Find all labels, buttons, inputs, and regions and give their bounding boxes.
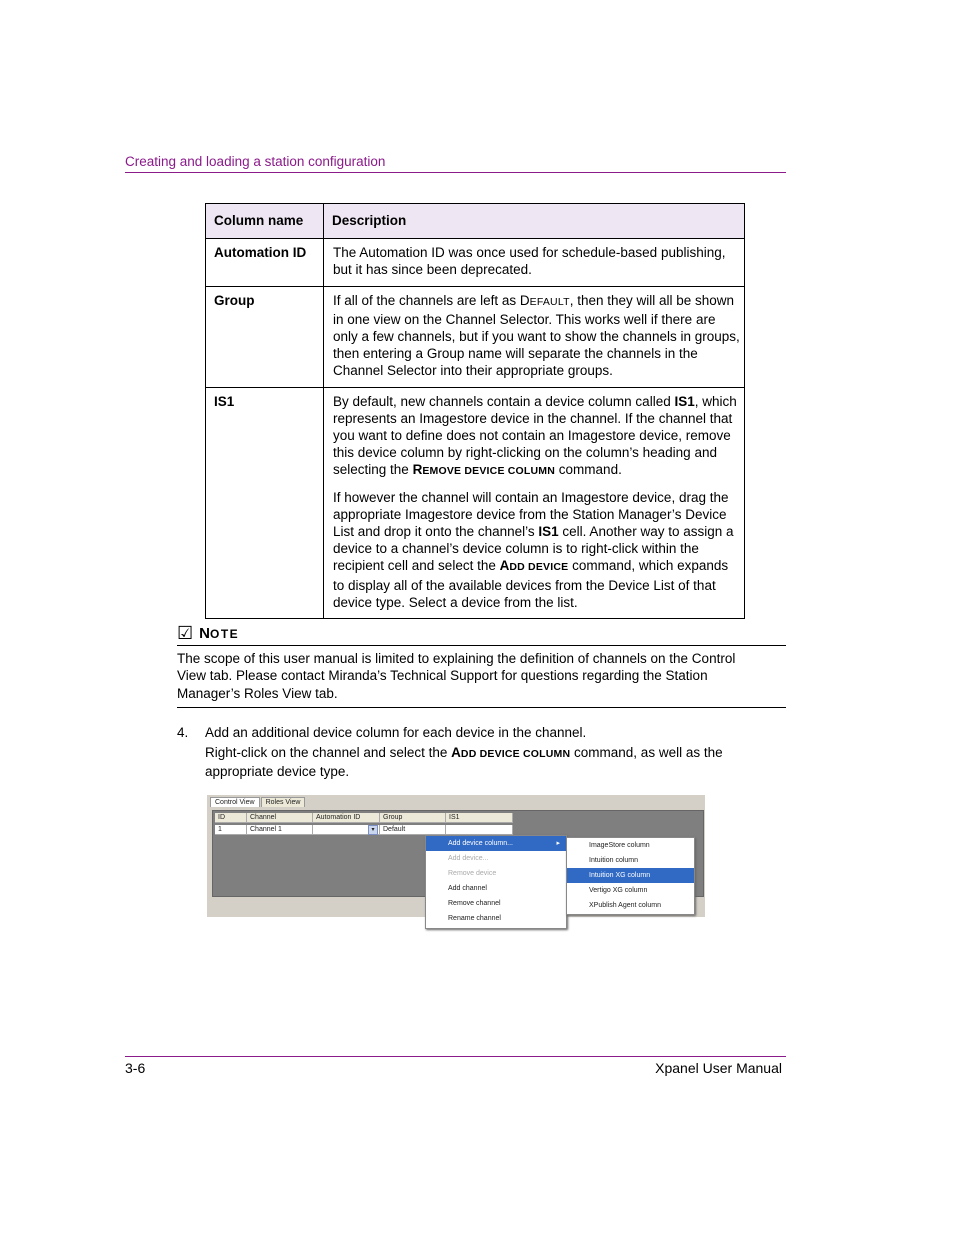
cell-automation-id[interactable] xyxy=(313,825,380,835)
col-automation-id[interactable]: Automation ID xyxy=(313,813,380,823)
row-description: The Automation ID was once used for schedule-based publishing, but it has since been deprecated. xyxy=(324,239,745,286)
cell-is1[interactable] xyxy=(446,825,513,835)
col-id[interactable]: ID xyxy=(215,813,247,823)
submenu-imagestore-column[interactable]: ImageStore column xyxy=(589,842,650,849)
submenu-arrow-icon: ▸ xyxy=(556,840,560,847)
device-submenu xyxy=(566,837,695,915)
table-row[interactable] xyxy=(215,825,513,835)
note-top-rule xyxy=(177,645,786,646)
row-description: If all of the channels are left as DEFAULT, then they will all be shown in one view on the Channel Selector. This works well if there are only a few channels, but if you want to show the channels in groups, then entering a Group name will separate the channels in the Channel Selector into their appropriate groups. xyxy=(324,286,745,387)
submenu-vertigo-xg-column[interactable]: Vertigo XG column xyxy=(589,887,648,894)
menu-add-channel[interactable]: Add channel xyxy=(448,885,487,892)
tab-roles-view[interactable]: Roles View xyxy=(261,797,306,807)
running-header: Creating and loading a station configuration xyxy=(125,154,386,169)
row-name: Automation ID xyxy=(206,239,324,286)
dropdown-arrow-icon[interactable]: ▾ xyxy=(368,825,378,835)
cell-id[interactable]: 1 xyxy=(215,825,247,835)
checkbox-icon: ☑ xyxy=(177,623,194,643)
note-bottom-rule xyxy=(177,707,786,708)
table-header-description: Description xyxy=(324,204,745,239)
manual-title: Xpanel User Manual xyxy=(655,1060,782,1076)
menu-remove-device[interactable]: Remove device xyxy=(448,870,497,877)
table-row xyxy=(206,239,745,286)
menu-add-device[interactable]: Add device... xyxy=(448,855,489,862)
row-name: Group xyxy=(206,286,324,387)
grid-header xyxy=(215,813,513,823)
col-is1[interactable]: IS1 xyxy=(446,813,513,823)
column-description-table xyxy=(205,203,745,619)
submenu-xpublish-agent-column[interactable]: XPublish Agent column xyxy=(589,902,661,909)
submenu-intuition-column[interactable]: Intuition column xyxy=(589,857,639,864)
table-row xyxy=(206,286,745,387)
step-number: 4. xyxy=(177,725,189,740)
menu-add-device-column[interactable]: Add device column... ▸ xyxy=(426,836,566,851)
header-rule xyxy=(125,172,786,173)
row-description: By default, new channels contain a device column called IS1, which represents an Imagestore device in the channel. If the channel that you want to define does not contain an Imagestore device, remove this device column by right-clicking on the column’s heading and selecting the REMOVE DEVICE COLUMN command. If however the channel will contain an Imagestore device, drag the appropriate Imagestore device from the Station Manager’s Device List and drop it onto the channel’s IS1 cell. Another way to assign a device to a channel’s device column is to right-click within the recipient cell and select the ADD DEVICE command, which expands to display all of the available devices from the Device List of that device type. Select a device from the list. xyxy=(324,387,745,618)
menu-remove-channel[interactable]: Remove channel xyxy=(448,900,501,907)
submenu-intuition-xg-column[interactable]: Intuition XG column xyxy=(567,868,694,883)
note-heading: ☑ NOTE xyxy=(177,623,240,643)
view-tabs xyxy=(210,797,306,807)
context-menu xyxy=(425,835,567,929)
step-detail: Right-click on the channel and select the ADD DEVICE COLUMN command, as well as the appropriate device type. xyxy=(205,745,723,780)
tab-control-view[interactable]: Control View xyxy=(210,797,260,807)
note-body: The scope of this user manual is limited to explaining the definition of channels on the Control View tab. Please contact Miranda’s Technical Support for questions regarding the Station Manager’s Roles View tab. xyxy=(177,651,736,701)
cell-channel[interactable]: Channel 1 xyxy=(247,825,313,835)
col-group[interactable]: Group xyxy=(380,813,446,823)
footer-rule xyxy=(125,1056,786,1057)
screenshot-figure xyxy=(207,795,705,922)
row-name: IS1 xyxy=(206,387,324,618)
table-header-row xyxy=(206,204,745,239)
page-number: 3-6 xyxy=(125,1060,146,1076)
table-row xyxy=(206,387,745,618)
menu-rename-channel[interactable]: Rename channel xyxy=(448,915,501,922)
cell-group[interactable]: Default xyxy=(380,825,446,835)
col-channel[interactable]: Channel xyxy=(247,813,313,823)
table-header-column-name: Column name xyxy=(206,204,324,239)
step-text: Add an additional device column for each device in the channel. xyxy=(205,725,587,740)
